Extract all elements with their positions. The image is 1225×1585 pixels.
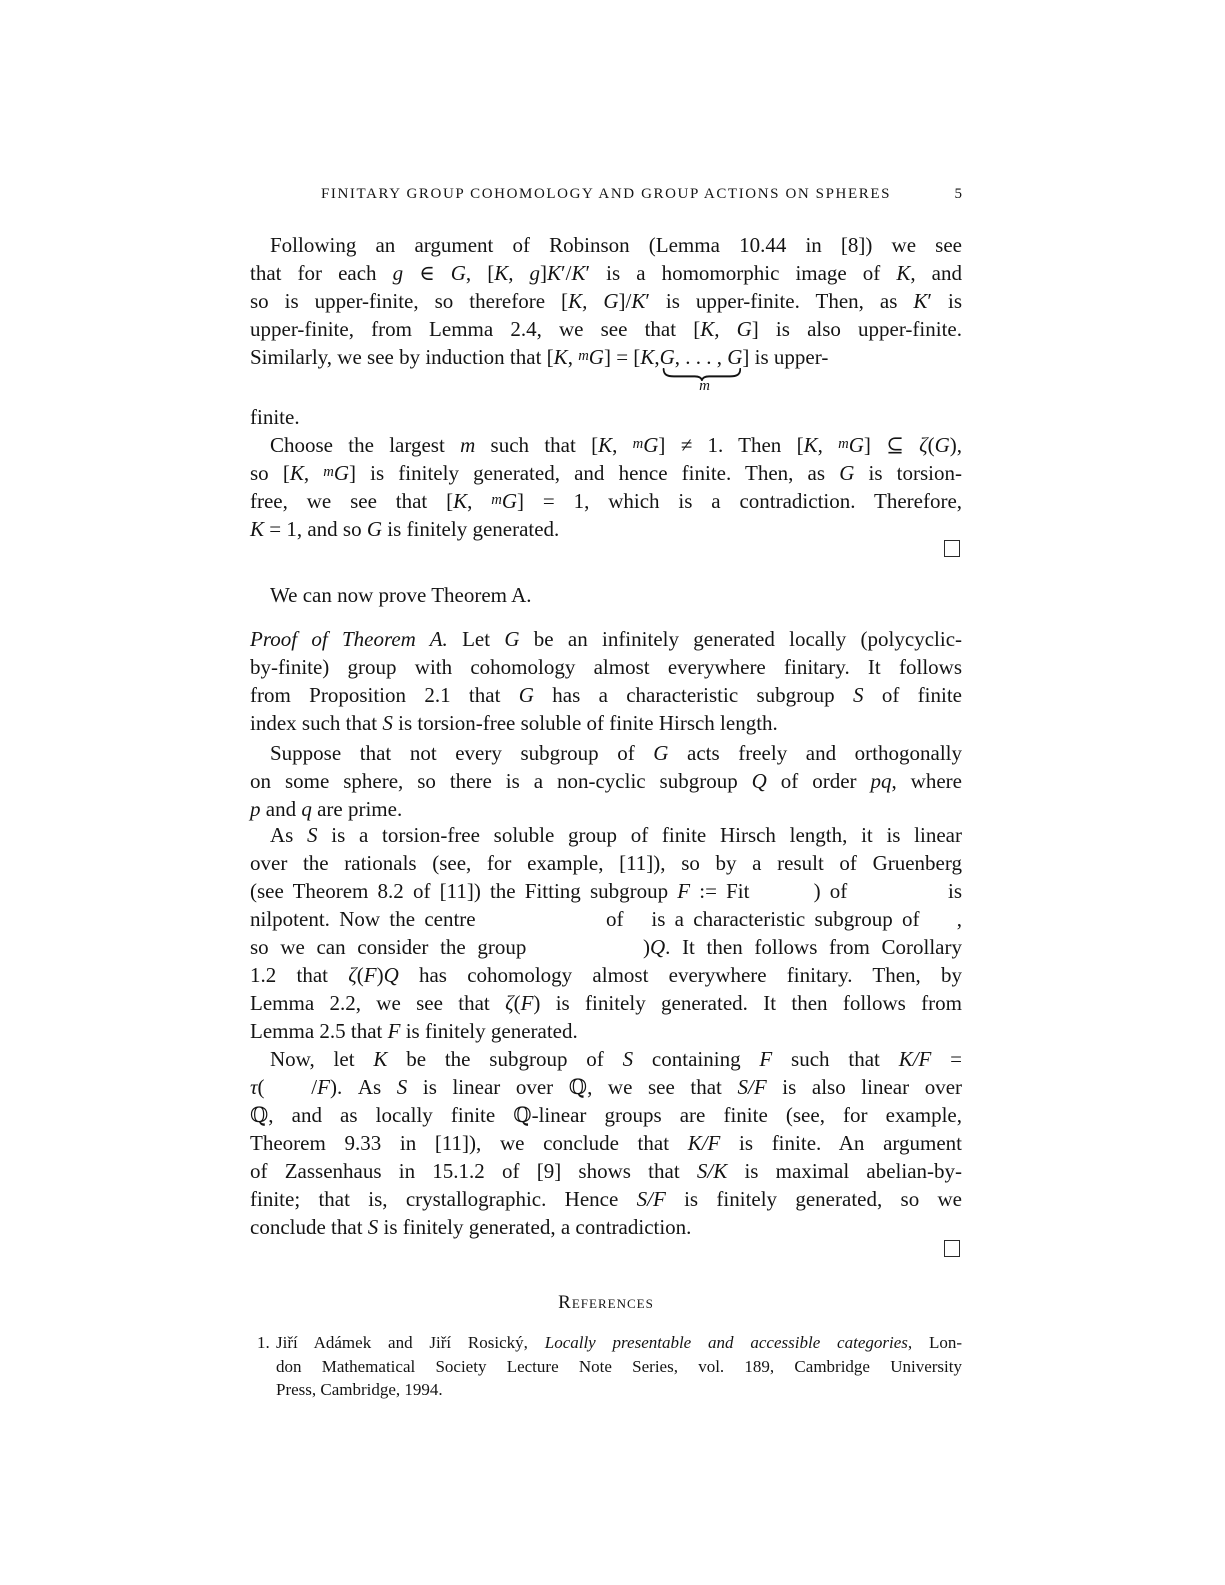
induction-line bbox=[250, 343, 962, 394]
paragraph-robinson-continuation: finite. bbox=[250, 405, 300, 429]
text-line: τ( /F). As S is linear over ℚ, we see that S/F is also linear over bbox=[250, 1075, 963, 1099]
induction-line-after: is upper- bbox=[749, 345, 829, 369]
running-head bbox=[250, 186, 962, 203]
text-line: K = 1, and so G is finitely generated. bbox=[250, 517, 560, 541]
text-line: Now, let K be the subgroup of S containing F such that K/F = bbox=[270, 1047, 963, 1071]
text-line: upper-finite, from Lemma 2.4, we see that [K, G] is also upper-finite. bbox=[250, 317, 962, 341]
reference-label: 1. bbox=[257, 1333, 270, 1352]
paragraph-suppose bbox=[250, 739, 962, 823]
text-line: Press, Cambridge, 1994. bbox=[276, 1380, 443, 1399]
text-line: Following an argument of Robinson (Lemma 10.44 in [8]) we see bbox=[270, 233, 962, 257]
text-line: Suppose that not every subgroup of G acts freely and orthogonally bbox=[270, 741, 962, 765]
text-line: Jiří Adámek and Jiří Rosický, Locally presentable and accessible categories, Lon- bbox=[276, 1333, 962, 1352]
text-line: Lemma 2.5 that F is finitely generated. bbox=[250, 1019, 578, 1043]
underbrace-group bbox=[659, 343, 750, 394]
text-line: so is upper-finite, so therefore [K, G]/K′ is upper-finite. Then, as K′ is bbox=[250, 289, 962, 313]
paragraph-linear bbox=[250, 821, 962, 1045]
qed-row-1 bbox=[250, 540, 962, 557]
text-line: p and q are prime. bbox=[250, 797, 403, 821]
paragraph-robinson bbox=[250, 231, 962, 343]
text-line: As S is a torsion-free soluble group of finite Hirsch length, it is linear bbox=[270, 823, 962, 847]
text-line: don Mathematical Society Lecture Note Series, vol. 189, Cambridge University bbox=[276, 1356, 962, 1376]
qed-box-2 bbox=[944, 1240, 960, 1257]
text-line: free, we see that [K, $^m$G] = 1, which is a contradiction. Therefore, bbox=[250, 489, 963, 513]
reference-text bbox=[276, 1331, 962, 1402]
text-line: from Proposition 2.1 that G has a characteristic subgroup S of finite bbox=[250, 683, 962, 707]
text-line: index such that S is torsion-free soluble of finite Hirsch length. bbox=[250, 711, 778, 735]
text-line: 1.2 that ζ(F)Q has cohomology almost everywhere finitary. Then, by bbox=[250, 963, 962, 987]
text-line: finite; that is, crystallographic. Hence S/F is finitely generated, so we bbox=[250, 1187, 962, 1211]
references-heading: References bbox=[558, 1292, 654, 1313]
proof-of-theorem-a bbox=[250, 625, 962, 737]
running-head-title: FINITARY GROUP COHOMOLOGY AND GROUP ACTIONS ON SPHERES bbox=[320, 186, 892, 202]
text-line: conclude that S is finitely generated, a contradiction. bbox=[250, 1215, 692, 1239]
text-line: nilpotent. Now the centre of is a characteristic subgroup of , bbox=[250, 907, 962, 931]
text-line: over the rationals (see, for example, [11]), so by a result of Gruenberg bbox=[250, 851, 962, 875]
lead-sentence: We can now prove Theorem A. bbox=[270, 583, 532, 607]
text-line: so we can consider the group )Q. It then follows from Corollary bbox=[250, 935, 962, 959]
text-line: Choose the largest m such that [K, $^m$G] ≠ 1. Then [K, $^m$G] ⊆ ζ(G), bbox=[270, 433, 962, 457]
text-line: (see Theorem 8.2 of [11]) the Fitting subgroup F := Fit ) of is bbox=[250, 879, 962, 903]
paragraph-now-let-k bbox=[250, 1045, 962, 1241]
text-line: on some sphere, so there is a non-cyclic subgroup Q of order pq, where bbox=[250, 769, 962, 793]
reference-item-1 bbox=[250, 1331, 962, 1402]
text-line: Lemma 2.2, we see that ζ(F) is finitely generated. It then follows from bbox=[250, 991, 962, 1015]
induction-line-before: Similarly, we see by induction that [K, $^m$G] = [K, bbox=[250, 345, 660, 369]
underbrace-text: G, . . . , G] bbox=[659, 345, 750, 369]
qed-box-1 bbox=[944, 540, 960, 557]
page-number: 5 bbox=[954, 186, 962, 202]
text-line: ℚ, and as locally finite ℚ-linear groups are finite (see, for example, bbox=[250, 1103, 962, 1127]
text-line: of Zassenhaus in 15.1.2 of [9] shows that S/K is maximal abelian-by- bbox=[250, 1159, 962, 1183]
paragraph-choose-largest-m bbox=[250, 431, 962, 543]
text-line: that for each g ∈ G, [K, g]K′/K′ is a homomorphic image of K, and bbox=[250, 261, 962, 285]
qed-row-2 bbox=[250, 1240, 962, 1257]
underbrace-label: m bbox=[699, 378, 710, 394]
text-line: so [K, $^m$G] is finitely generated, and hence finite. Then, as G is torsion- bbox=[250, 461, 962, 485]
text-line: Proof of Theorem A. Let G be an infinitely generated locally (polycyclic- bbox=[250, 627, 963, 651]
text-line: by-finite) group with cohomology almost everywhere finitary. It follows bbox=[250, 655, 962, 679]
text-line: Theorem 9.33 in [11]), we conclude that K/F is finite. An argument bbox=[250, 1131, 962, 1155]
